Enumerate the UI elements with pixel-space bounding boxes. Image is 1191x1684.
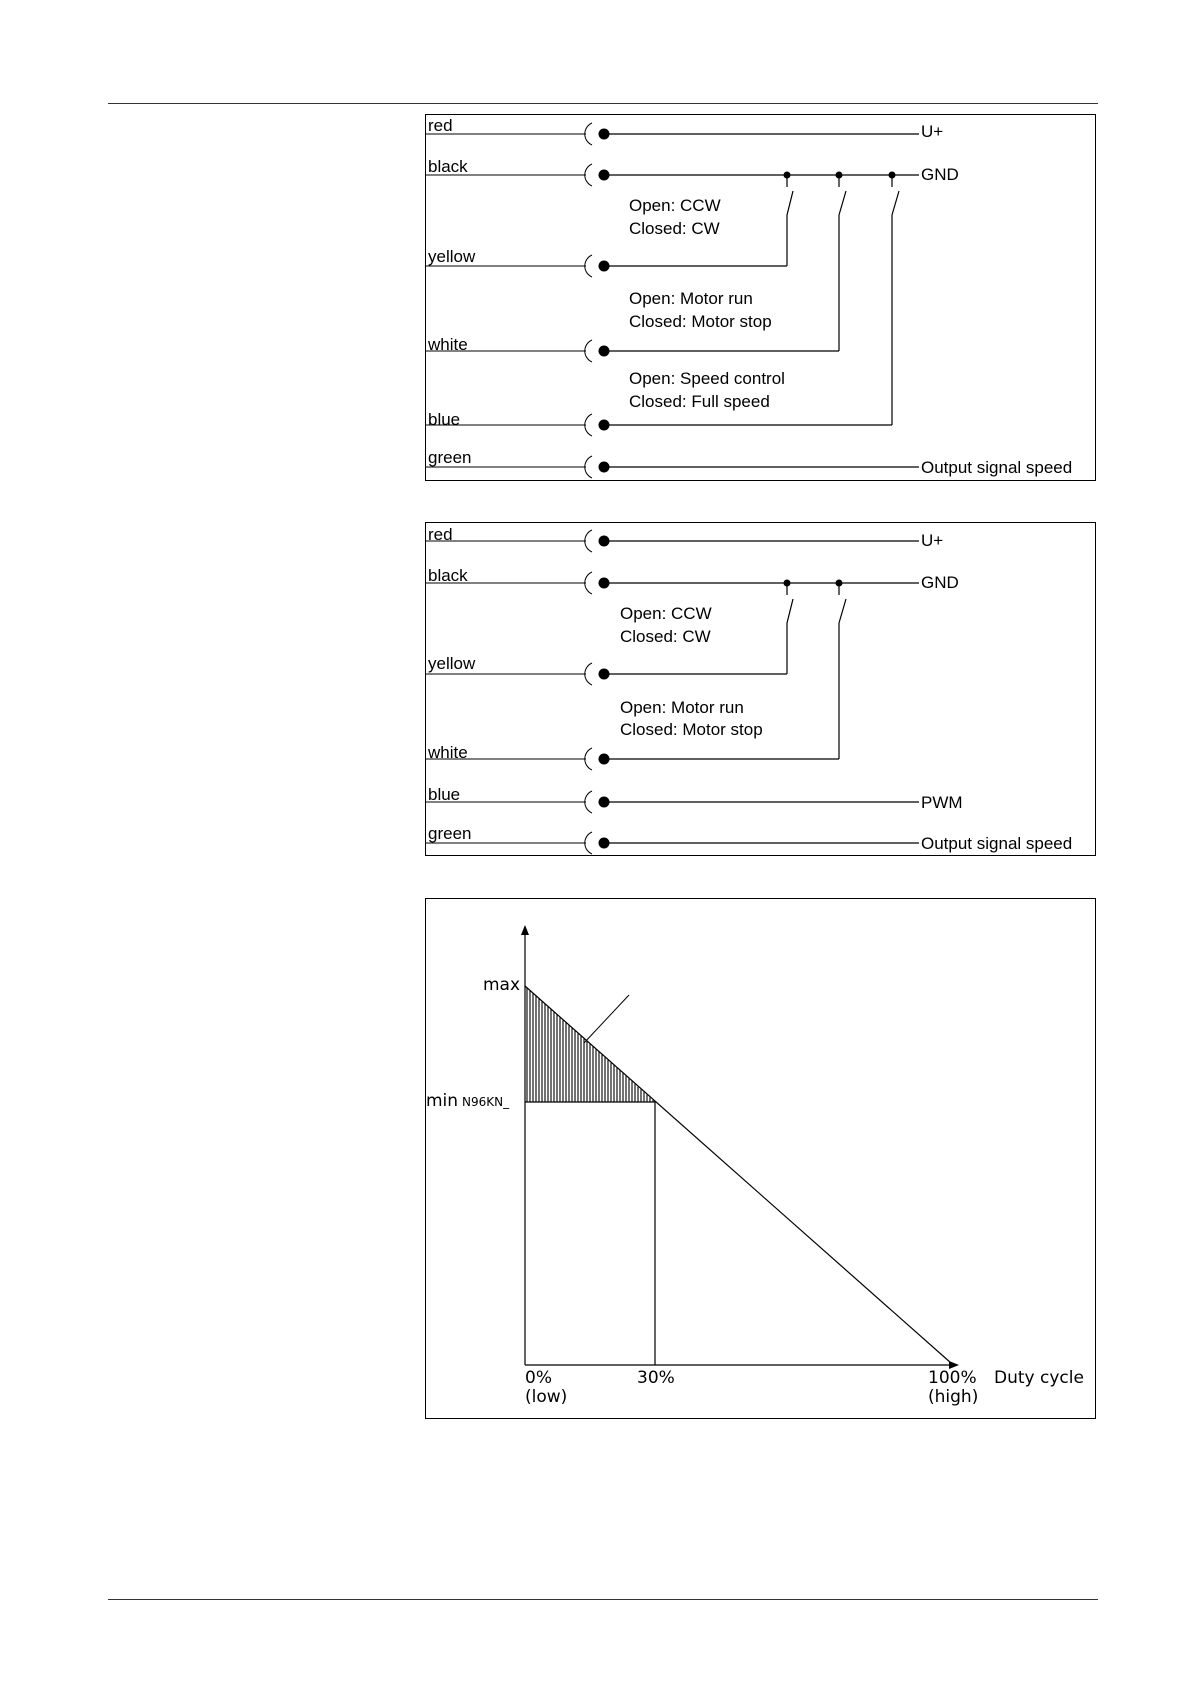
x-tick-30: 30% [637, 1368, 675, 1388]
wire-label-green: green [428, 824, 472, 843]
note-run-open: Open: Motor run [620, 698, 744, 717]
note-speed-closed: Closed: Full speed [629, 392, 770, 411]
x-tick-0-sub: (low) [525, 1387, 568, 1407]
x-axis-label: Duty cycle [994, 1368, 1084, 1388]
switch-run-stop [839, 175, 846, 351]
wire-yellow [426, 255, 787, 277]
x-tick-100: 100% [928, 1368, 977, 1388]
note-run-closed: Closed: Motor stop [620, 720, 763, 739]
wire-label-red: red [428, 116, 453, 135]
y-label-min-sub: N96KN_ [462, 1095, 510, 1109]
speed-curve [525, 986, 951, 1363]
header-rule [108, 103, 1098, 104]
wire-white [426, 340, 839, 362]
terminal-label-gnd: GND [921, 165, 959, 184]
note-run-closed: Closed: Motor stop [629, 312, 772, 331]
note-direction-open: Open: CCW [620, 604, 712, 623]
wire-label-black: black [428, 157, 468, 176]
wire-green [426, 456, 919, 478]
switch-run-stop [839, 583, 846, 759]
wiring-diagram-2 [425, 522, 1096, 856]
terminal-label-pwm: PWM [921, 793, 963, 812]
wire-label-black: black [428, 566, 468, 585]
wire-label-blue: blue [428, 410, 461, 429]
wire-blue [426, 414, 892, 436]
note-direction-closed: Closed: CW [620, 627, 711, 646]
wire-label-green: green [428, 448, 472, 467]
terminal-label-output-speed: Output signal speed [921, 834, 1073, 853]
wire-label-white: white [428, 743, 468, 762]
wire-label-yellow: yellow [428, 247, 476, 266]
terminal-label-gnd: GND [921, 573, 959, 592]
wiring-diagram-1 [425, 114, 1096, 481]
note-speed-open: Open: Speed control [629, 369, 785, 388]
wire-black [426, 164, 919, 186]
terminal-label-uplus: U+ [921, 122, 944, 141]
switch-direction [787, 175, 793, 266]
x-tick-100-sub: (high) [928, 1387, 979, 1407]
switch-speed [892, 175, 899, 425]
note-direction-closed: Closed: CW [629, 219, 720, 238]
y-label-max: max [483, 975, 521, 995]
terminal-label-uplus: U+ [921, 531, 944, 550]
wire-red [426, 530, 919, 552]
wire-blue [426, 791, 919, 813]
wire-label-red: red [428, 525, 453, 544]
wire-red [426, 123, 919, 145]
wire-yellow [426, 663, 787, 685]
callout-line [584, 995, 629, 1043]
switch-direction [787, 583, 793, 674]
wire-black [426, 572, 919, 594]
wire-white [426, 748, 839, 770]
note-run-open: Open: Motor run [629, 289, 753, 308]
wire-label-blue: blue [428, 785, 461, 804]
y-label-min: min [426, 1091, 459, 1111]
wire-label-white: white [428, 335, 468, 354]
note-direction-open: Open: CCW [629, 196, 721, 215]
x-tick-0: 0% [525, 1368, 552, 1388]
x-axis [525, 1361, 959, 1369]
hatched-region [527, 979, 653, 1102]
wire-label-yellow: yellow [428, 654, 476, 673]
wire-green [426, 832, 919, 854]
speed-duty-cycle-graph [425, 898, 1096, 1419]
y-axis [521, 925, 529, 1365]
footer-rule [108, 1599, 1098, 1600]
terminal-label-output-speed: Output signal speed [921, 458, 1073, 477]
